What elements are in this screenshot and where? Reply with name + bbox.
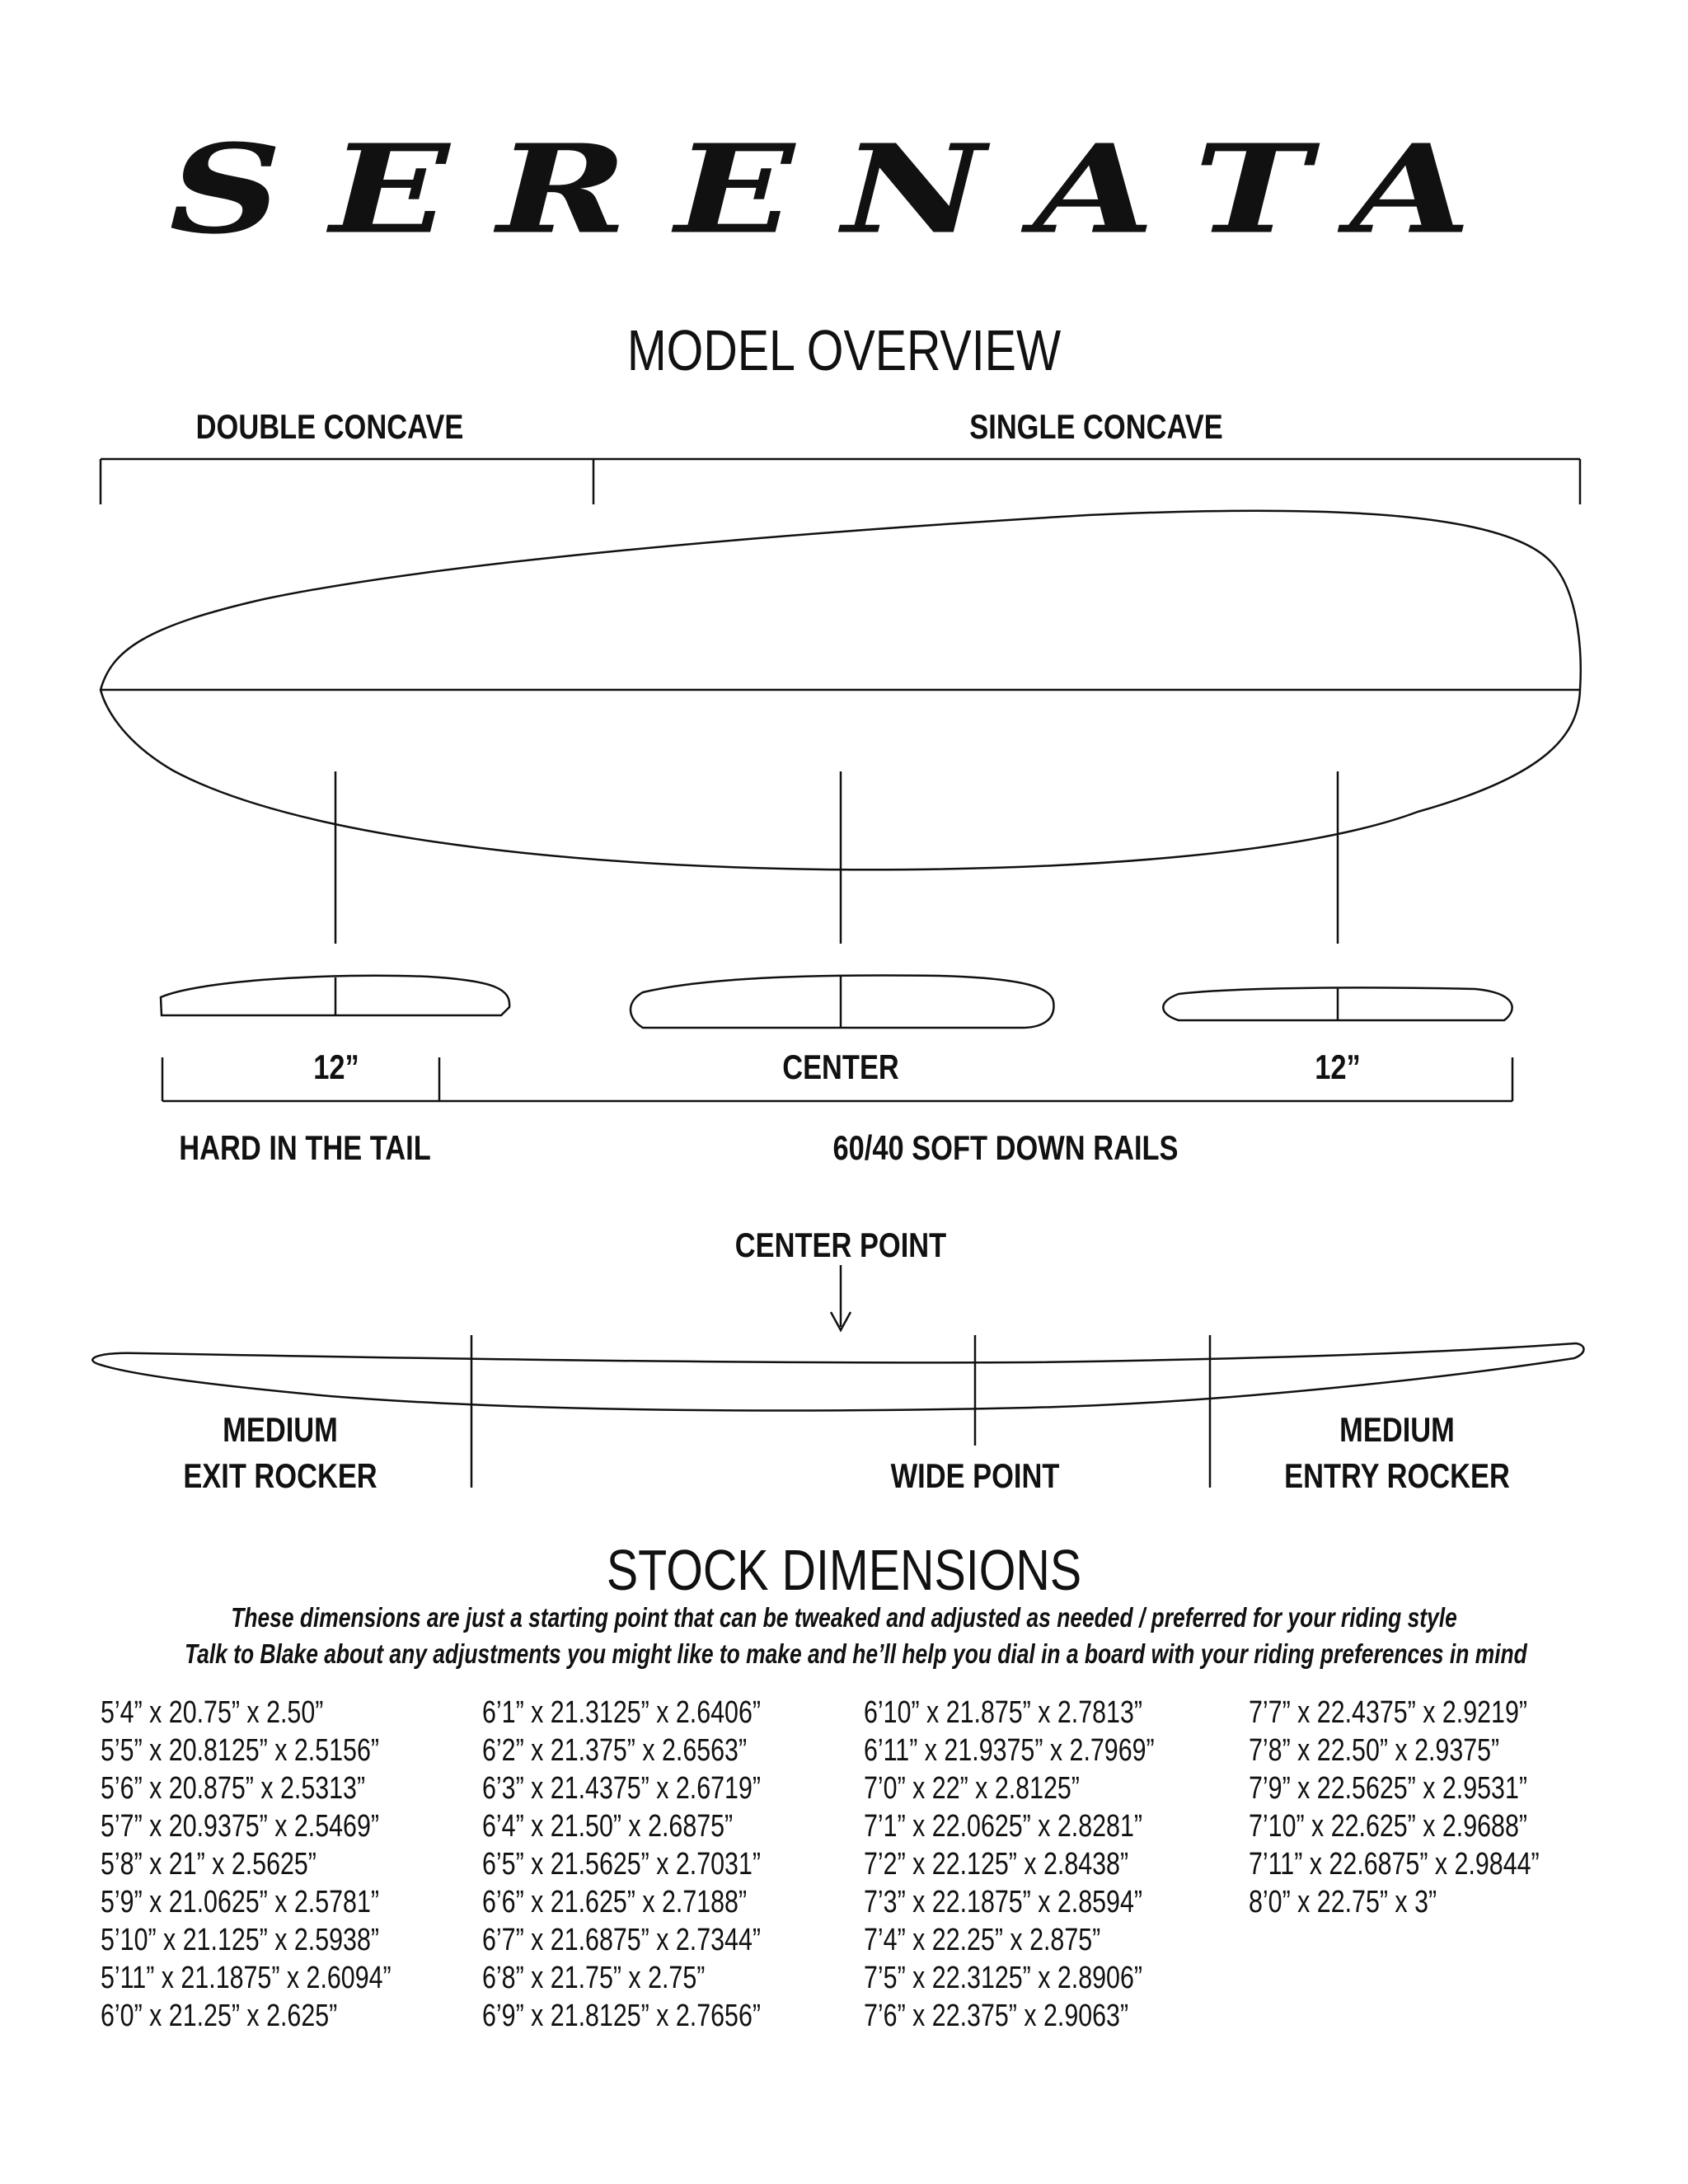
- dimension-row: 6’2” x 21.375” x 2.6563”: [482, 1733, 748, 1768]
- dimension-row: 7’6” x 22.375” x 2.9063”: [864, 1999, 1129, 2033]
- dimensions-column-3: [864, 1694, 1243, 2035]
- dimension-row: 5’5” x 20.8125” x 2.5156”: [101, 1733, 379, 1768]
- entry-rocker-label-line1: MEDIUM: [1339, 1410, 1455, 1449]
- dimension-row: 6’9” x 21.8125” x 2.7656”: [482, 1999, 761, 2033]
- rocker-profile-outline: [92, 1343, 1583, 1411]
- dimension-row: 6’3” x 21.4375” x 2.6719”: [482, 1771, 761, 1806]
- tail-rail-section: [161, 976, 509, 1015]
- single-concave-label: SINGLE CONCAVE: [969, 407, 1223, 446]
- center-position-label: CENTER: [782, 1047, 899, 1086]
- dimension-row: 6’8” x 21.75” x 2.75”: [482, 1961, 706, 1995]
- tail-position-label: 12”: [313, 1047, 359, 1086]
- dimension-row: 6’1” x 21.3125” x 2.6406”: [482, 1695, 761, 1730]
- dimensions-column-4: [1249, 1694, 1628, 1921]
- dimension-row: 8’0” x 22.75” x 3”: [1249, 1885, 1437, 1919]
- dimension-row: 7’3” x 22.1875” x 2.8594”: [864, 1885, 1142, 1919]
- double-concave-label: DOUBLE CONCAVE: [195, 407, 464, 446]
- exit-rocker-label-line1: MEDIUM: [223, 1410, 338, 1449]
- dimension-row: 6’10” x 21.875” x 2.7813”: [864, 1695, 1142, 1730]
- wide-point-label: WIDE POINT: [890, 1456, 1060, 1495]
- dimension-row: 7’1” x 22.0625” x 2.8281”: [864, 1809, 1142, 1844]
- dimension-row: 6’5” x 21.5625” x 2.7031”: [482, 1847, 761, 1882]
- dimension-row: 7’0” x 22” x 2.8125”: [864, 1771, 1080, 1806]
- dimension-row: 5’11” x 21.1875” x 2.6094”: [101, 1961, 392, 1995]
- tail-rail-label: HARD IN THE TAIL: [179, 1128, 431, 1167]
- dimension-row: 7’4” x 22.25” x 2.875”: [864, 1923, 1101, 1957]
- serenata-logo: SERENATA: [169, 117, 1519, 261]
- dimension-row: 7’9” x 22.5625” x 2.9531”: [1249, 1771, 1527, 1806]
- dimension-row: 5’6” x 20.875” x 2.5313”: [101, 1771, 366, 1806]
- dimensions-note-line1: These dimensions are just a starting point that can be tweaked and adjusted as needed / preferred for your riding style: [231, 1602, 1457, 1633]
- dimension-row: 5’10” x 21.125” x 2.5938”: [101, 1923, 379, 1957]
- dimension-row: 6’11” x 21.9375” x 2.7969”: [864, 1733, 1155, 1768]
- dimension-row: 6’4” x 21.50” x 2.6875”: [482, 1809, 734, 1844]
- entry-rocker-label-line2: ENTRY ROCKER: [1284, 1456, 1510, 1495]
- dimensions-column-1: [101, 1694, 480, 2035]
- dimension-row: 5’4” x 20.75” x 2.50”: [101, 1695, 324, 1730]
- dimension-row: 5’9” x 21.0625” x 2.5781”: [101, 1885, 379, 1919]
- nose-position-label: 12”: [1315, 1047, 1361, 1086]
- dimension-row: 6’6” x 21.625” x 2.7188”: [482, 1885, 748, 1919]
- dimensions-note-line2: Talk to Blake about any adjustments you might like to make and he’ll help you dial in a board with your riding preferences in mind: [185, 1638, 1527, 1669]
- dimension-row: 7’11” x 22.6875” x 2.9844”: [1249, 1847, 1540, 1882]
- model-overview-heading: MODEL OVERVIEW: [626, 318, 1062, 382]
- center-rail-section: [631, 975, 1053, 1028]
- dimension-row: 7’10” x 22.625” x 2.9688”: [1249, 1809, 1527, 1844]
- dimension-row: 7’5” x 22.3125” x 2.8906”: [864, 1961, 1142, 1995]
- exit-rocker-label-line2: EXIT ROCKER: [183, 1456, 377, 1495]
- dimension-row: 7’2” x 22.125” x 2.8438”: [864, 1847, 1129, 1882]
- board-plan-outline: [101, 511, 1581, 870]
- dimension-row: 6’0” x 21.25” x 2.625”: [101, 1999, 338, 2033]
- center-point-arrow-icon: [831, 1265, 851, 1330]
- dimension-row: 5’8” x 21” x 2.5625”: [101, 1847, 316, 1882]
- concave-bracket: [101, 459, 1580, 504]
- main-rail-label: 60/40 SOFT DOWN RAILS: [832, 1128, 1179, 1167]
- stock-dimensions-heading: STOCK DIMENSIONS: [606, 1538, 1082, 1602]
- dimension-row: 6’7” x 21.6875” x 2.7344”: [482, 1923, 761, 1957]
- dimension-row: 7’7” x 22.4375” x 2.9219”: [1249, 1695, 1527, 1730]
- nose-rail-section: [1163, 987, 1512, 1020]
- dimension-row: 5’7” x 20.9375” x 2.5469”: [101, 1809, 379, 1844]
- dimensions-column-2: [482, 1694, 861, 2035]
- center-point-label: CENTER POINT: [734, 1226, 947, 1264]
- dimension-row: 7’8” x 22.50” x 2.9375”: [1249, 1733, 1500, 1768]
